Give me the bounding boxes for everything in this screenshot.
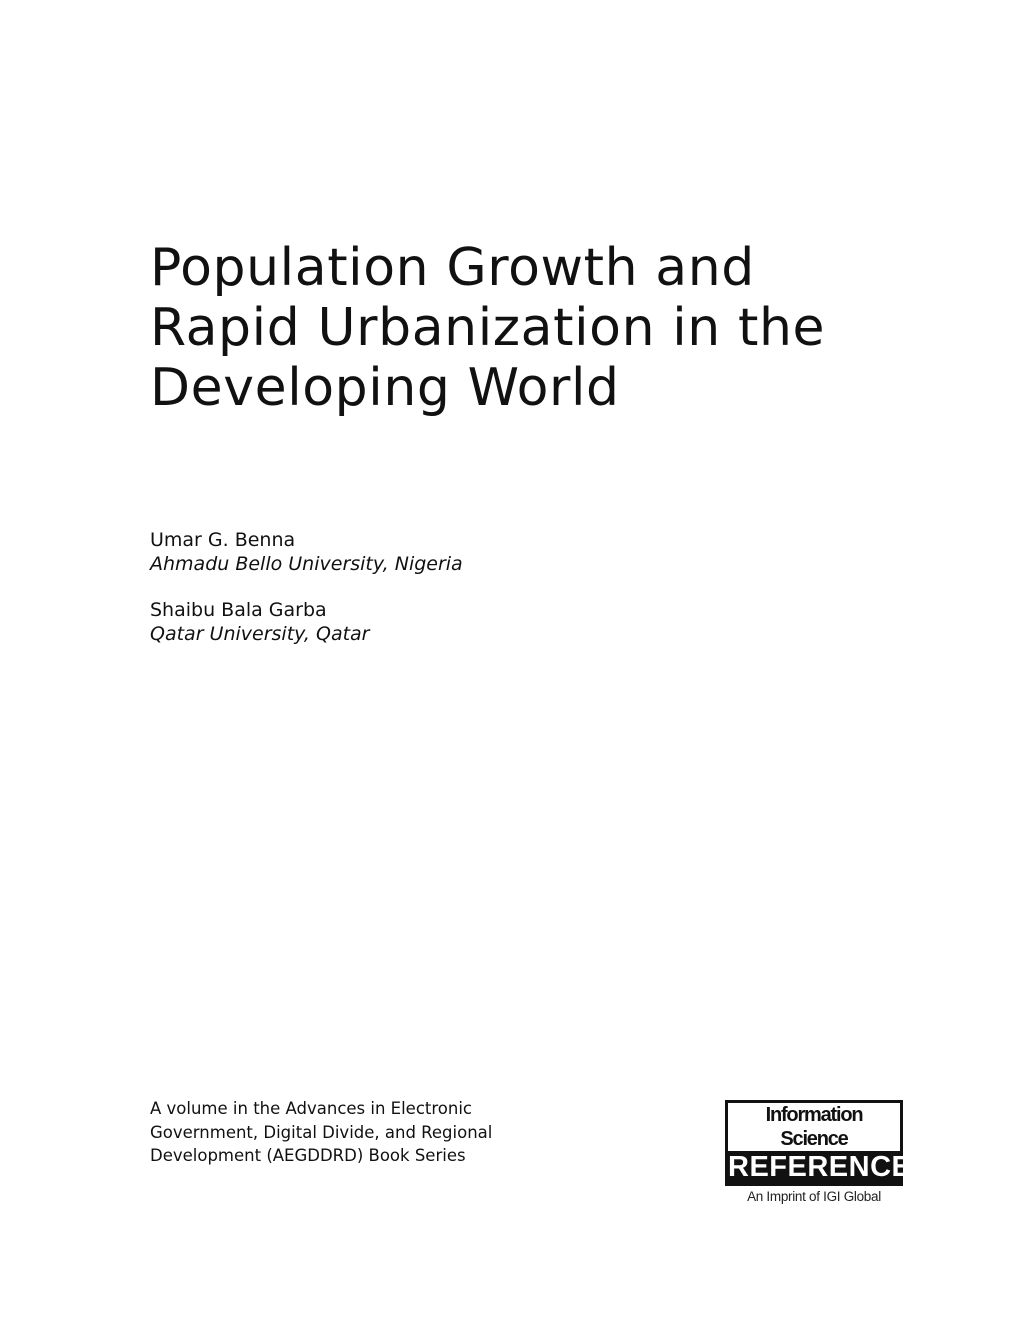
- publisher-logo: [725, 1100, 912, 1206]
- author-2-affiliation: Qatar University, Qatar: [150, 623, 370, 645]
- series-note-line-2: Government, Digital Divide, and Regional: [150, 1122, 493, 1142]
- series-note-line-1: A volume in the Advances in Electronic: [150, 1099, 472, 1118]
- book-title-line-1: Population Growth and: [150, 238, 755, 298]
- author-1-affiliation: Ahmadu Bello University, Nigeria: [150, 553, 463, 575]
- series-note-line-3: Development (AEGDDRD) Book Series: [150, 1146, 466, 1165]
- series-note: [150, 1097, 570, 1168]
- publisher-logo-box: [725, 1100, 912, 1186]
- publisher-logo-line-1: Information Science: [728, 1103, 900, 1151]
- publisher-tagline: An Imprint of IGI Global: [747, 1189, 881, 1204]
- book-title-line-2: Rapid Urbanization in the: [150, 298, 826, 358]
- author-1-name: Umar G. Benna: [150, 529, 296, 551]
- author-2-name: Shaibu Bala Garba: [150, 599, 327, 621]
- publisher-logo-line-2: REFERENCE: [728, 1151, 912, 1183]
- book-title: [150, 238, 930, 418]
- book-title-line-3: Developing World: [150, 358, 620, 418]
- author-2: [150, 598, 750, 646]
- author-1: [150, 528, 750, 576]
